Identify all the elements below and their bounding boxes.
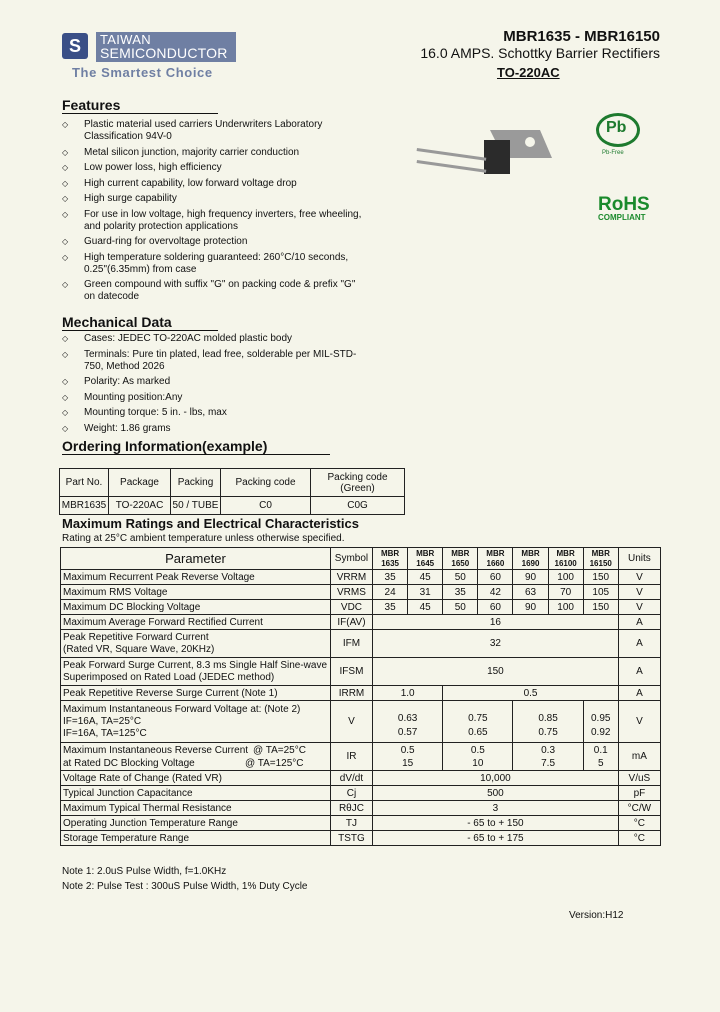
page-subtitle: 16.0 AMPS. Schottky Barrier Rectifiers (420, 45, 660, 61)
ratings-heading: Maximum Ratings and Electrical Characteristics (62, 516, 359, 531)
ordering-table (59, 468, 405, 515)
param-text: Maximum Instantaneous Reverse Current (63, 744, 249, 756)
company-logo: S (62, 33, 88, 59)
table-header: Symbol (330, 548, 372, 570)
table-cell: C0G (311, 497, 405, 515)
note-1: Note 1: 2.0uS Pulse Width, f=1.0KHz (62, 866, 227, 877)
table-cell: 24 (373, 585, 408, 600)
param-line: Maximum Instantaneous Forward Voltage at: (Note 2) (63, 703, 301, 715)
table-cell: Maximum Average Forward Rectified Current (61, 615, 331, 630)
table-cell: Maximum Recurrent Peak Reverse Voltage (61, 570, 331, 585)
list-item: ◇ Cases: JEDEC TO-220AC molded plastic body (62, 333, 362, 345)
param-line: Peak Repetitive Forward Current (63, 631, 209, 643)
table-cell: C0 (221, 497, 311, 515)
table-cell: 105 (583, 585, 618, 600)
table-cell: MBR1635 (60, 497, 109, 515)
table-cell (443, 701, 513, 743)
list-item: ◇ Plastic material used carriers Underwriters Laboratory Classification 94V-0 (62, 119, 362, 143)
table-cell: VRMS (330, 585, 372, 600)
rohs-badge: RoHS (598, 194, 650, 215)
table-cell: Voltage Rate of Change (Rated VR) (61, 771, 331, 786)
table-cell: 50 (443, 570, 478, 585)
param-condition: @ TA=125°C (245, 757, 304, 769)
value-line: 0.75 (468, 712, 488, 724)
table-header: MBR 1690 (513, 548, 548, 570)
features-list (62, 119, 362, 307)
param-text: at Rated DC Blocking Voltage (63, 757, 195, 769)
param-line: Peak Forward Surge Current, 8.3 ms Single Half Sine-wave (63, 659, 328, 671)
table-cell: 90 (513, 600, 548, 615)
param-line: IF=16A, TA=125°C (63, 727, 147, 739)
table-header: Packing (171, 469, 221, 497)
brand-name-line2: SEMICONDUCTOR (100, 45, 228, 61)
list-item: ◇ High surge capability (62, 193, 362, 205)
table-cell: 50 (443, 600, 478, 615)
brand-name-line1: TAIWAN (100, 32, 151, 47)
table-cell: V/uS (618, 771, 660, 786)
table-cell: Maximum RMS Voltage (61, 585, 331, 600)
table-cell: A (618, 630, 660, 658)
table-cell: 150 (373, 658, 619, 686)
table-cell: 150 (583, 570, 618, 585)
table-cell (61, 701, 331, 743)
value-line: 0.95 (591, 712, 611, 724)
table-cell: RθJC (330, 801, 372, 816)
table-row (61, 801, 661, 816)
mechanical-heading: Mechanical Data (62, 314, 218, 331)
table-cell: VRRM (330, 570, 372, 585)
table-cell: 32 (373, 630, 619, 658)
list-item: ◇ High temperature soldering guaranteed: 260°C/10 seconds, 0.25"(6.35mm) from case (62, 252, 362, 276)
param-line: IF=16A, TA=25°C (63, 715, 142, 727)
note-2: Note 2: Pulse Test : 300uS Pulse Width, 1% Duty Cycle (62, 881, 308, 892)
table-header: MBR 1650 (443, 548, 478, 570)
pb-badge-text: Pb (606, 119, 627, 136)
list-item: ◇ Low power loss, high efficiency (62, 162, 362, 174)
tagline: The Smartest Choice (72, 65, 213, 80)
table-row (61, 585, 661, 600)
table-cell: 35 (373, 600, 408, 615)
table-cell: °C/W (618, 801, 660, 816)
table-row (61, 630, 661, 658)
table-cell: - 65 to + 175 (373, 831, 619, 846)
table-row (61, 771, 661, 786)
list-item: ◇ Mounting position:Any (62, 392, 362, 404)
table-cell: 10,000 (373, 771, 619, 786)
table-cell: 1.0 (373, 686, 443, 701)
list-item: ◇ High current capability, low forward voltage drop (62, 178, 362, 190)
table-cell: 500 (373, 786, 619, 801)
param-line (63, 757, 328, 770)
table-row (61, 658, 661, 686)
table-row (61, 570, 661, 585)
table-cell: 45 (408, 600, 443, 615)
table-cell: TSTG (330, 831, 372, 846)
ratings-table (60, 547, 661, 846)
table-cell (583, 743, 618, 771)
table-cell: 60 (478, 570, 513, 585)
table-cell (583, 701, 618, 743)
table-header: MBR 1660 (478, 548, 513, 570)
value-line: 0.57 (397, 726, 418, 738)
page-title: MBR1635 - MBR16150 (503, 28, 660, 45)
table-cell: 16 (373, 615, 619, 630)
value-line: 0.5 (400, 744, 415, 756)
table-cell: A (618, 686, 660, 701)
table-cell: A (618, 658, 660, 686)
value-line: 0.3 (541, 744, 556, 756)
table-cell: 90 (513, 570, 548, 585)
value-line: 0.1 (593, 744, 608, 756)
table-cell: 35 (373, 570, 408, 585)
table-cell: V (618, 701, 660, 743)
value-line: 15 (402, 757, 414, 769)
table-cell: 60 (478, 600, 513, 615)
table-cell: 50 / TUBE (171, 497, 221, 515)
table-cell: V (618, 570, 660, 585)
table-cell: 100 (548, 600, 583, 615)
table-cell: V (618, 600, 660, 615)
list-item: ◇ Green compound with suffix "G" on packing code & prefix "G" on datecode (62, 279, 362, 303)
table-header: Packing code (221, 469, 311, 497)
value-line: 0.63 (397, 712, 418, 724)
table-cell: VDC (330, 600, 372, 615)
ratings-note: Rating at 25°C ambient temperature unless otherwise specified. (62, 533, 345, 544)
param-condition: @ TA=25°C (253, 744, 306, 756)
table-cell: mA (618, 743, 660, 771)
table-row (61, 615, 661, 630)
table-cell: pF (618, 786, 660, 801)
table-cell: Cj (330, 786, 372, 801)
package-name: TO-220AC (497, 65, 560, 80)
component-image (412, 118, 562, 188)
value-line: 7.5 (541, 757, 556, 769)
table-cell: Typical Junction Capacitance (61, 786, 331, 801)
param-line: (Rated VR, Square Wave, 20KHz) (63, 643, 215, 655)
table-header: MBR 16150 (583, 548, 618, 570)
table-cell (61, 658, 331, 686)
features-heading: Features (62, 97, 218, 114)
list-item: ◇ Guard-ring for overvoltage protection (62, 236, 362, 248)
table-cell: Peak Repetitive Reverse Surge Current (Note 1) (61, 686, 331, 701)
table-cell: 35 (443, 585, 478, 600)
table-cell: 42 (478, 585, 513, 600)
table-cell: 31 (408, 585, 443, 600)
table-cell: °C (618, 816, 660, 831)
rohs-compliant-label: COMPLIANT (598, 213, 646, 222)
table-cell: - 65 to + 150 (373, 816, 619, 831)
table-cell: Storage Temperature Range (61, 831, 331, 846)
table-cell: TO-220AC (109, 497, 171, 515)
table-cell (443, 743, 513, 771)
table-row (61, 701, 661, 743)
param-line: Superimposed on Rated Load (JEDEC method) (63, 671, 275, 683)
list-item: ◇ Polarity: As marked (62, 376, 362, 388)
table-header: MBR 16100 (548, 548, 583, 570)
table-cell: 100 (548, 570, 583, 585)
list-item: ◇ For use in low voltage, high frequency inverters, free wheeling, and polarity protection applications (62, 209, 362, 233)
mechanical-list (62, 333, 362, 438)
table-cell: A (618, 615, 660, 630)
table-cell: IFSM (330, 658, 372, 686)
table-row (61, 600, 661, 615)
table-cell (373, 743, 443, 771)
table-cell: °C (618, 831, 660, 846)
table-row (61, 743, 661, 771)
value-line: 0.5 (470, 744, 485, 756)
pb-free-label: Pb-Free (602, 150, 624, 156)
table-header: Units (618, 548, 660, 570)
table-cell (61, 630, 331, 658)
table-row (61, 831, 661, 846)
table-cell: V (618, 585, 660, 600)
ordering-heading: Ordering Information(example) (62, 438, 330, 455)
table-cell: V (330, 701, 372, 743)
table-cell: dV/dt (330, 771, 372, 786)
table-cell: TJ (330, 816, 372, 831)
table-cell: IF(AV) (330, 615, 372, 630)
table-cell: 45 (408, 570, 443, 585)
table-header: Packing code (Green) (311, 469, 405, 497)
list-item: ◇ Metal silicon junction, majority carrier conduction (62, 147, 362, 159)
list-item: ◇ Weight: 1.86 grams (62, 423, 362, 435)
table-cell: IR (330, 743, 372, 771)
table-cell: 3 (373, 801, 619, 816)
table-header: MBR 1645 (408, 548, 443, 570)
table-row (61, 686, 661, 701)
table-header: Package (109, 469, 171, 497)
table-cell: 0.5 (443, 686, 619, 701)
table-header: Parameter (61, 548, 331, 570)
table-cell (61, 743, 331, 771)
version-label: Version:H12 (569, 910, 624, 921)
value-line: 10 (472, 757, 484, 769)
param-line (63, 744, 328, 757)
list-item: ◇ Mounting torque: 5 in. - lbs, max (62, 407, 362, 419)
table-cell: 63 (513, 585, 548, 600)
value-line: 0.65 (468, 726, 488, 738)
table-cell: Maximum DC Blocking Voltage (61, 600, 331, 615)
table-cell (513, 743, 583, 771)
value-line: 0.75 (538, 726, 558, 738)
table-row (61, 786, 661, 801)
table-cell: 70 (548, 585, 583, 600)
list-item: ◇ Terminals: Pure tin plated, lead free, solderable per MIL-STD-750, Method 2026 (62, 349, 362, 373)
table-row (61, 816, 661, 831)
value-line: 0.92 (591, 726, 611, 738)
table-cell (373, 701, 443, 743)
table-cell: IFM (330, 630, 372, 658)
table-cell: Operating Junction Temperature Range (61, 816, 331, 831)
table-cell (513, 701, 583, 743)
table-cell: IRRM (330, 686, 372, 701)
value-line: 0.85 (538, 712, 558, 724)
table-header: Part No. (60, 469, 109, 497)
table-cell: 150 (583, 600, 618, 615)
table-cell: Maximum Typical Thermal Resistance (61, 801, 331, 816)
table-header: MBR 1635 (373, 548, 408, 570)
value-line: 5 (597, 757, 604, 769)
